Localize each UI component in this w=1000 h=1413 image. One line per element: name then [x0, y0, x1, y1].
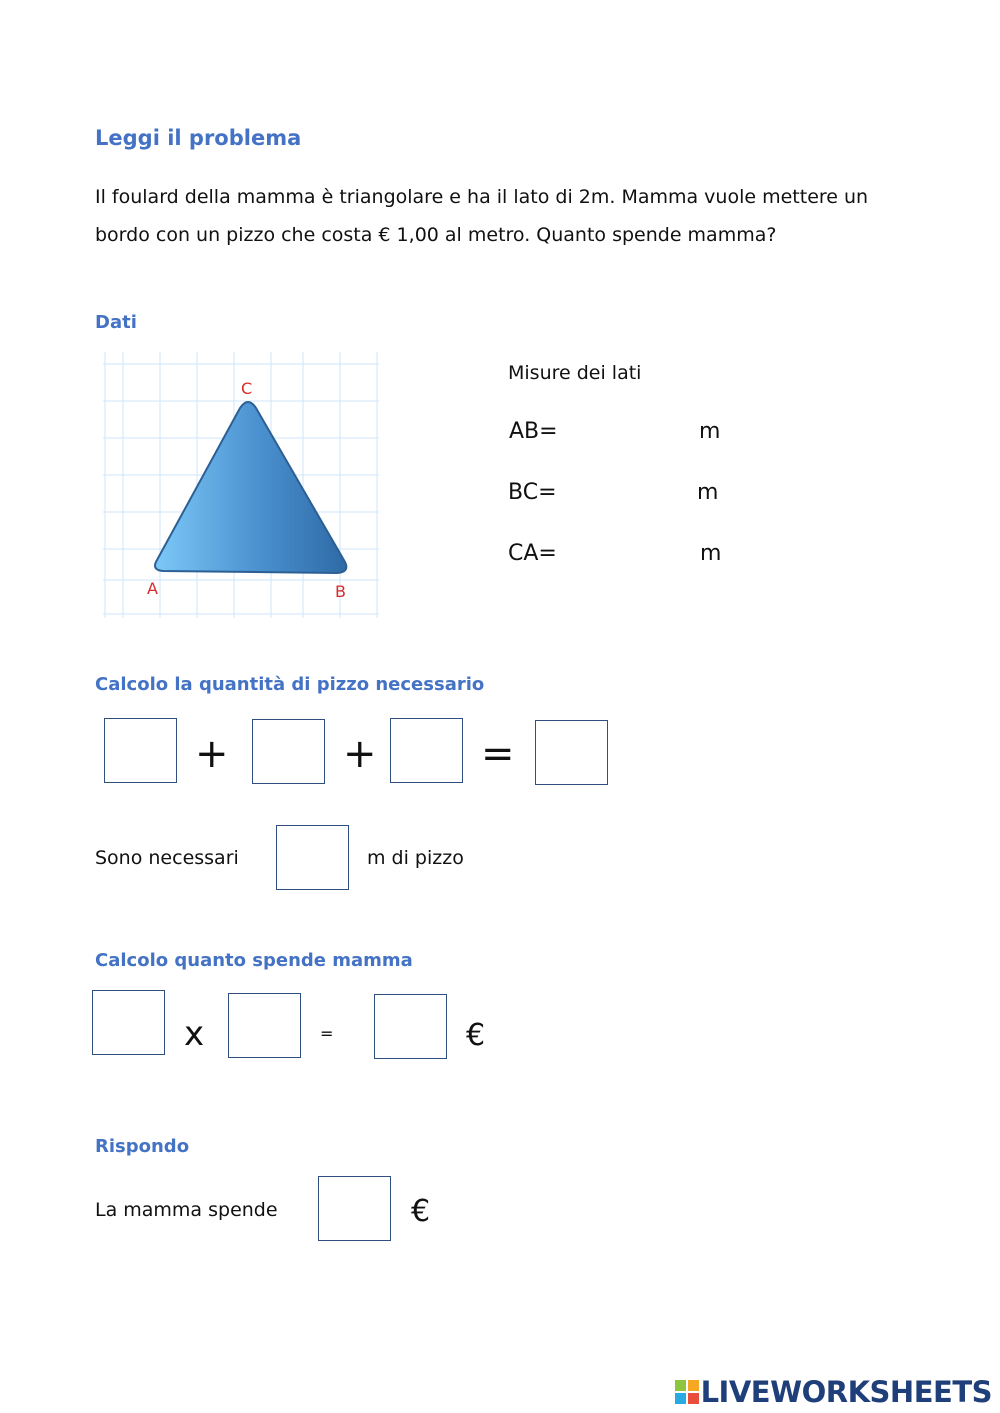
lace-sentence-suffix: m di pizzo [367, 847, 464, 869]
measure-bc-input[interactable] [580, 479, 689, 509]
euro-sign: € [466, 1018, 486, 1053]
logo-squares-icon [675, 1380, 699, 1404]
equals-sign-small: = [320, 1024, 334, 1043]
measure-ab-label: AB= [509, 419, 558, 444]
answer-input[interactable] [318, 1176, 391, 1241]
measures-title: Misure dei lati [508, 362, 642, 384]
side-2-input[interactable] [252, 719, 325, 784]
side-1-input[interactable] [104, 718, 177, 783]
measure-ab-unit: m [699, 419, 721, 444]
cost-heading: Calcolo quanto spende mamma [95, 950, 413, 971]
cost-result-input[interactable] [374, 994, 447, 1059]
equals-sign: = [481, 731, 515, 777]
measure-ca-input[interactable] [580, 540, 689, 570]
logo-text: LIVEWORKSHEETS [700, 1375, 992, 1409]
answer-euro-sign: € [411, 1194, 431, 1229]
dati-heading: Dati [95, 312, 137, 333]
answer-heading: Rispondo [95, 1136, 190, 1157]
quantity-heading: Calcolo la quantità di pizzo necessario [95, 674, 485, 695]
triangle-shape [155, 402, 346, 573]
lace-meters-input[interactable] [276, 825, 349, 890]
vertex-a-label: A [147, 579, 158, 598]
measure-ca-unit: m [700, 541, 722, 566]
plus-sign: + [195, 731, 229, 777]
cost-factor-2-input[interactable] [228, 993, 301, 1058]
problem-text: Il foulard della mamma è triangolare e ha il lato di 2m. Mamma vuole mettere un bordo con un pizzo che costa € 1,00 al metro. Quanto spende mamma? [95, 186, 869, 246]
side-3-input[interactable] [390, 718, 463, 783]
page-title: Leggi il problema [95, 126, 302, 150]
measure-ab-input[interactable] [580, 418, 689, 448]
plus-sign: + [343, 731, 377, 777]
lace-sentence-prefix: Sono necessari [95, 847, 239, 869]
measure-bc-label: BC= [508, 480, 557, 505]
answer-sentence: La mamma spende [95, 1199, 278, 1221]
times-sign: x [184, 1014, 205, 1054]
cost-factor-1-input[interactable] [92, 990, 165, 1055]
triangle-figure [103, 352, 379, 618]
liveworksheets-logo [675, 1375, 992, 1409]
measure-bc-unit: m [697, 480, 719, 505]
vertex-c-label: C [241, 379, 253, 398]
triangle-grid-svg [103, 352, 379, 618]
vertex-b-label: B [335, 582, 346, 601]
perimeter-input[interactable] [535, 720, 608, 785]
measure-ca-label: CA= [508, 541, 557, 566]
